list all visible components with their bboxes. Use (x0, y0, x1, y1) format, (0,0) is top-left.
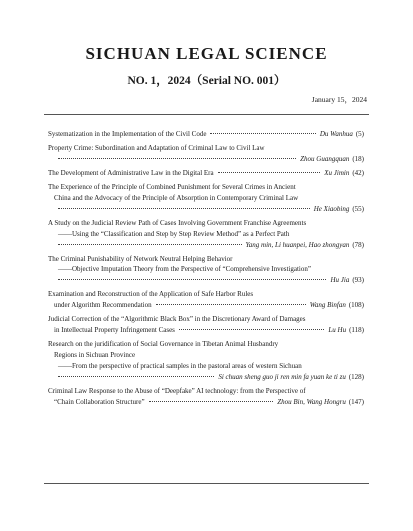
toc-entry-page: (108) (348, 301, 364, 310)
toc-entry-title-line (48, 339, 364, 350)
toc-entry-title-text: A Study on the Judicial Review Path of Cases Involving Government Franchise Agreements (48, 218, 307, 227)
toc-entry-title-text: ——Objective Imputation Theory from the Perspective of “Comprehensive Investigation” (58, 265, 311, 274)
issue-number: NO. 1，2024（Serial NO. 001） (127, 75, 286, 87)
toc-entry-title-line (48, 386, 364, 397)
toc-entry[interactable] (48, 218, 364, 251)
toc-entry-page: (93) (352, 276, 364, 285)
table-of-contents (48, 129, 364, 411)
toc-entry-page: (118) (349, 326, 364, 335)
toc-entry-page: (18) (352, 154, 364, 163)
toc-entry-page: (128) (348, 372, 364, 381)
toc-entry[interactable] (48, 386, 364, 408)
masthead (0, 44, 413, 88)
toc-entry-title-line (48, 300, 364, 311)
toc-entry-author: Zhou Bin, Wang Hongru (277, 397, 346, 406)
top-divider (44, 114, 369, 115)
toc-entry-author: Yang min, Li huanpei, Hao zhongyan (245, 240, 350, 249)
toc-entry-page: (42) (352, 168, 364, 177)
toc-entry-title-line (48, 143, 364, 154)
toc-entry-title-text: ——From the perspective of practical samples in the pastoral areas of western Sichuan (58, 361, 302, 370)
toc-entry-author-line (48, 275, 364, 286)
toc-entry[interactable] (48, 182, 364, 215)
toc-entry[interactable] (48, 339, 364, 383)
toc-entry-title-text: Examination and Reconstruction of the Application of Safe Harbor Rules (48, 290, 254, 299)
toc-entry-page: (55) (352, 204, 364, 213)
toc-entry-title-text: Property Crime: Subordination and Adaptation of Criminal Law to Civil Law (48, 144, 265, 152)
toc-entry-title-line (48, 361, 364, 372)
toc-entry-page: (5) (355, 130, 364, 138)
dot-leader (58, 376, 214, 377)
toc-entry-title-text: Judicial Correction of the “Algorithmic Black Box” in the Discretionary Award of Damages (48, 315, 306, 324)
toc-entry-title-line (48, 193, 364, 204)
toc-entry[interactable] (48, 129, 364, 140)
toc-entry-title-line (48, 397, 364, 408)
toc-entry[interactable] (48, 289, 364, 311)
toc-entry-title-text: ——Using the “Classification and Step by Step Review Method” as a Perfect Path (58, 229, 290, 238)
toc-entry-title-text: in Intellectual Property Infringement Cases (54, 326, 175, 335)
journal-title: SICHUAN LEGAL SCIENCE (85, 44, 328, 63)
toc-entry-author-line (48, 154, 364, 165)
toc-entry-title-line (48, 289, 364, 300)
toc-entry-title-text: The Experience of the Principle of Combined Punishment for Several Crimes in Ancient (48, 182, 296, 191)
toc-entry-author: Du Wanhua (319, 130, 353, 138)
dot-leader (218, 172, 321, 173)
toc-entry-page: (78) (352, 240, 364, 249)
publication-date: January 15，2024 (311, 95, 367, 104)
toc-entry-author: Lu Hu (328, 326, 347, 335)
toc-entry-title-text: Regions in Sichuan Province (54, 351, 136, 360)
toc-entry-page: (147) (348, 397, 364, 406)
toc-entry-author: Si chuan sheng guo ji ren min fa yuan ke ti zu (218, 372, 346, 381)
toc-entry-author: Wang Binfan (309, 301, 346, 310)
toc-entry-title-text: China and the Advocacy of the Principle of Absorption in Contemporary Criminal Law (54, 193, 299, 202)
toc-entry[interactable] (48, 254, 364, 287)
toc-entry-title-text: under Algorithm Recommendation (54, 301, 152, 310)
bottom-divider (44, 483, 369, 484)
toc-entry[interactable] (48, 143, 364, 165)
toc-entry-title-line (48, 168, 364, 179)
toc-entry[interactable] (48, 168, 364, 179)
dot-leader (149, 401, 274, 402)
toc-entry-author: Hu Jia (330, 276, 350, 285)
toc-entry-title-line (48, 129, 364, 140)
dot-leader (179, 329, 324, 330)
dot-leader (210, 133, 315, 134)
toc-entry-title-line (48, 350, 364, 361)
toc-entry-title-line (48, 264, 364, 275)
dot-leader (58, 158, 296, 159)
toc-entry-title-text: “Chain Collaboration Structure” (54, 397, 145, 406)
toc-entry-title-text: Research on the juridification of Social Governance in Tibetan Animal Husbandry (48, 340, 279, 349)
toc-entry-title-line (48, 325, 364, 336)
toc-entry-title-line (48, 314, 364, 325)
toc-entry-title-line (48, 229, 364, 240)
dot-leader (156, 304, 306, 305)
toc-entry-title-line (48, 182, 364, 193)
toc-entry[interactable] (48, 314, 364, 336)
toc-entry-title-text: The Development of Administrative Law in the Digital Era (48, 168, 214, 177)
toc-entry-title-line (48, 254, 364, 265)
toc-entry-title-line (48, 218, 364, 229)
toc-entry-author-line (48, 372, 364, 383)
toc-entry-author-line (48, 240, 364, 251)
toc-entry-title-text: Criminal Law Response to the Abuse of “Deepfake” AI technology: from the Perspective of (48, 386, 306, 395)
toc-entry-author-line (48, 204, 364, 215)
toc-entry-title-text: The Criminal Punishability of Network Neutral Helping Behavior (48, 254, 233, 263)
toc-entry-author: Zhou Guangquan (300, 154, 350, 163)
toc-entry-author: He Xiaobing (313, 204, 350, 213)
toc-entry-title-text: Systematization in the Implementation of the Civil Code (48, 130, 207, 138)
dot-leader (58, 279, 326, 280)
toc-entry-author: Xu Jimin (324, 168, 350, 177)
dot-leader (58, 244, 242, 245)
dot-leader (58, 208, 310, 209)
